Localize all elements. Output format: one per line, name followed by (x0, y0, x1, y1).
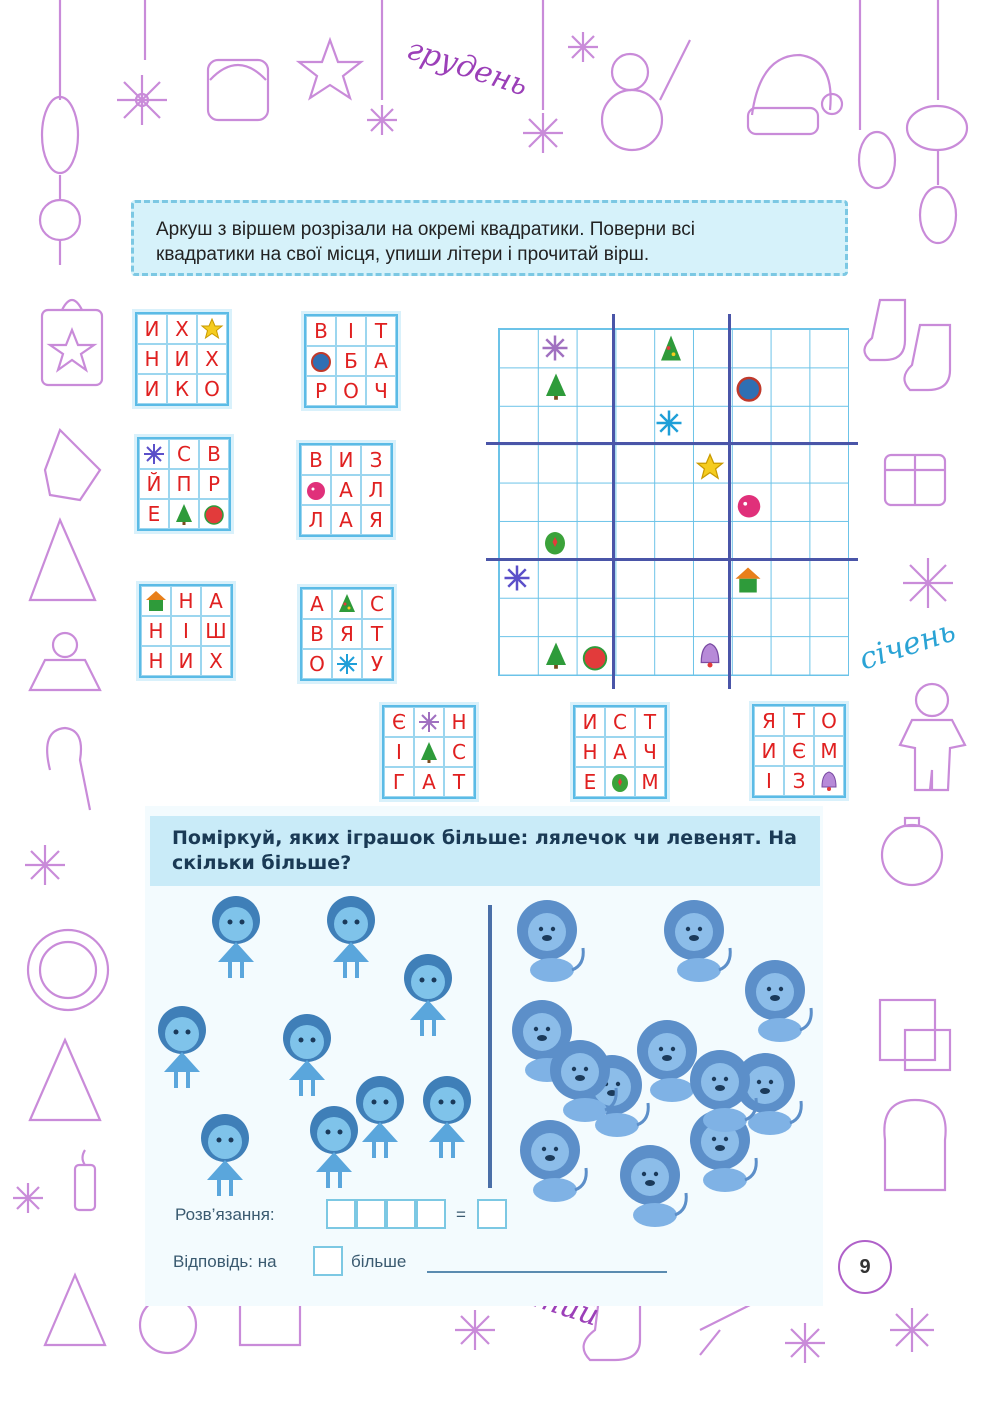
ball-blue-icon (734, 373, 764, 403)
bell-icon (695, 640, 725, 670)
house-icon (733, 565, 763, 595)
solution-label: Розв’язання: (175, 1205, 275, 1224)
piece-cell: Т (784, 706, 814, 736)
piece-cell: У (362, 649, 392, 679)
piece-cell: И (137, 314, 167, 344)
ball-red-icon (580, 642, 610, 672)
piece-cell: В (306, 316, 336, 346)
piece-cell: О (814, 706, 844, 736)
ball-green-icon (605, 767, 635, 797)
piece-cell: Т (635, 707, 665, 737)
tree-icon (541, 371, 571, 401)
month-january: січень (855, 613, 960, 678)
piece-cell: З (361, 445, 391, 475)
piece-cell: С (169, 439, 199, 469)
equals-sign: = (456, 1205, 466, 1224)
piece-cell: С (362, 589, 392, 619)
piece-cell: А (366, 346, 396, 376)
answer-label: Відповідь: на (173, 1252, 277, 1271)
grid-block-line-h2 (486, 558, 858, 561)
piece-cell: А (302, 589, 332, 619)
piece-cell: Х (197, 344, 227, 374)
piece-cell: Я (754, 706, 784, 736)
puzzle-piece-8[interactable] (573, 705, 667, 799)
snowflake-blue-icon (654, 408, 684, 438)
piece-cell: С (444, 737, 474, 767)
piece-cell: В (199, 439, 229, 469)
grid-block-line-v1 (612, 314, 615, 689)
tree-decorated-icon (656, 333, 686, 363)
piece-cell: Н (171, 586, 201, 616)
piece-cell: Я (332, 619, 362, 649)
piece-cell: Т (362, 619, 392, 649)
piece-cell: О (197, 374, 227, 404)
answer-underline[interactable] (427, 1271, 667, 1273)
piece-cell: Ч (366, 376, 396, 406)
puzzle-piece-9[interactable] (752, 704, 846, 798)
tree-icon (414, 737, 444, 767)
ball-green-icon (540, 527, 570, 557)
piece-cell: Х (167, 314, 197, 344)
piece-cell: И (137, 374, 167, 404)
bell-icon (814, 766, 844, 796)
piece-cell: И (167, 344, 197, 374)
piece-cell: З (784, 766, 814, 796)
task2-question-line2: скільки більше? (172, 852, 352, 874)
puzzle-piece-7[interactable] (382, 705, 476, 799)
tree-decorated-icon (332, 589, 362, 619)
puzzle-piece-4[interactable] (299, 443, 393, 537)
piece-cell: Р (199, 469, 229, 499)
star-icon (197, 314, 227, 344)
piece-cell: В (302, 619, 332, 649)
piece-cell: М (635, 767, 665, 797)
snowflake-purple-icon (540, 333, 570, 363)
snowflake-purple-icon (414, 707, 444, 737)
snowflake-blue-icon (332, 649, 362, 679)
piece-cell: Л (301, 505, 331, 535)
piece-cell: І (384, 737, 414, 767)
piece-cell: О (302, 649, 332, 679)
solution-box-4[interactable] (416, 1199, 446, 1229)
piece-cell: А (201, 586, 231, 616)
piece-cell: И (331, 445, 361, 475)
piece-cell: Н (141, 646, 171, 676)
piece-cell: Й (139, 469, 169, 499)
tree-icon (169, 499, 199, 529)
puzzle-piece-6[interactable] (300, 587, 394, 681)
divider-line (488, 905, 492, 1188)
piece-cell: Б (336, 346, 366, 376)
grid-block-line-h1 (486, 442, 858, 445)
piece-cell: Ш (201, 616, 231, 646)
piece-cell: И (754, 736, 784, 766)
snowflake-purple-icon (139, 439, 169, 469)
ball-blue-icon (306, 346, 336, 376)
puzzle-piece-2[interactable] (304, 314, 398, 408)
task1-instruction-line1: Аркуш з віршем розрізали на окремі квадратики. Поверни всі (156, 219, 695, 240)
piece-cell: Г (384, 767, 414, 797)
piece-cell: О (336, 376, 366, 406)
piece-cell: Т (444, 767, 474, 797)
piece-cell: І (754, 766, 784, 796)
snowflake-purple-icon (502, 563, 532, 593)
piece-cell: В (301, 445, 331, 475)
piece-cell: А (331, 475, 361, 505)
piece-cell: А (414, 767, 444, 797)
piece-cell: Є (784, 736, 814, 766)
answer-number-box[interactable] (313, 1246, 343, 1276)
piece-cell: Н (141, 616, 171, 646)
ball-red-icon (199, 499, 229, 529)
puzzle-piece-1[interactable] (135, 312, 229, 406)
answer-suffix: більше (351, 1252, 407, 1271)
month-december: грудень (402, 31, 532, 104)
piece-cell: И (171, 646, 201, 676)
piece-cell: І (171, 616, 201, 646)
piece-cell: А (605, 737, 635, 767)
solution-box-1[interactable] (326, 1199, 356, 1229)
piece-cell: Т (366, 316, 396, 346)
piece-cell: Я (361, 505, 391, 535)
task1-instruction-box (131, 200, 848, 276)
piece-cell: К (167, 374, 197, 404)
piece-cell: Н (444, 707, 474, 737)
tree-icon (541, 640, 571, 670)
piece-cell: Ч (635, 737, 665, 767)
ball-pink-icon (734, 490, 764, 520)
task2-question-box (150, 816, 820, 886)
piece-cell: П (169, 469, 199, 499)
piece-cell: М (814, 736, 844, 766)
piece-cell: С (605, 707, 635, 737)
task2-question-line1: Поміркуй, яких іграшок більше: лялечок чи левенят. На (172, 827, 797, 849)
page-number: 9 (838, 1240, 892, 1294)
piece-cell: Е (575, 767, 605, 797)
piece-cell: Х (201, 646, 231, 676)
piece-cell: Е (139, 499, 169, 529)
solution-result-box[interactable] (477, 1199, 507, 1229)
solution-box-2[interactable] (356, 1199, 386, 1229)
task1-instruction-line2: квадратики на свої місця, упиши літери і прочитай вірш. (156, 244, 650, 265)
piece-cell: Л (361, 475, 391, 505)
house-icon (141, 586, 171, 616)
solution-box-3[interactable] (386, 1199, 416, 1229)
piece-cell: Є (384, 707, 414, 737)
star-icon (695, 452, 725, 482)
piece-cell: І (336, 316, 366, 346)
puzzle-piece-3[interactable] (137, 437, 231, 531)
piece-cell: А (331, 505, 361, 535)
piece-cell: Р (306, 376, 336, 406)
grid-block-line-v2 (728, 314, 731, 689)
ball-pink-icon (301, 475, 331, 505)
piece-cell: Н (575, 737, 605, 767)
puzzle-piece-5[interactable] (139, 584, 233, 678)
piece-cell: И (575, 707, 605, 737)
piece-cell: Н (137, 344, 167, 374)
